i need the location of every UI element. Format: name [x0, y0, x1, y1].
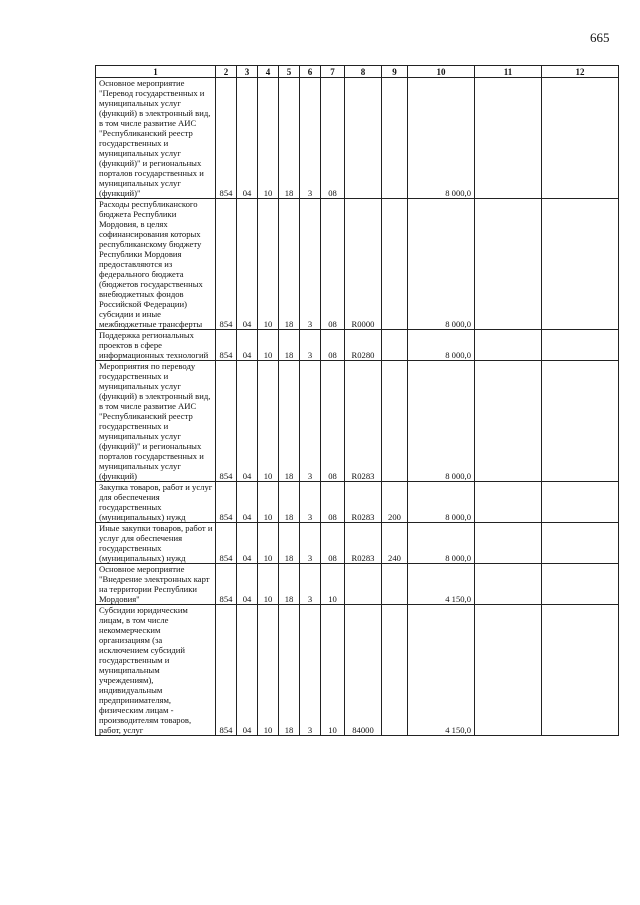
- cell-col-6: 3: [300, 564, 321, 605]
- cell-col-9: [382, 78, 408, 199]
- row-name: [96, 482, 216, 523]
- cell-col-6: 3: [300, 199, 321, 330]
- column-header: 6: [300, 66, 321, 78]
- cell-col-3: 04: [237, 361, 258, 482]
- cell-col-11: [475, 199, 542, 330]
- cell-col-5: 18: [279, 564, 300, 605]
- column-header: 11: [475, 66, 542, 78]
- cell-col-11: [475, 523, 542, 564]
- cell-col-7: 10: [321, 605, 345, 736]
- cell-col-6: 3: [300, 482, 321, 523]
- cell-col-3: 04: [237, 482, 258, 523]
- cell-col-10: 8 000,0: [408, 482, 475, 523]
- cell-col-6: 3: [300, 330, 321, 361]
- cell-col-9: [382, 605, 408, 736]
- cell-col-3: 04: [237, 330, 258, 361]
- column-header: 8: [345, 66, 382, 78]
- cell-col-12: [542, 564, 619, 605]
- cell-col-2: 854: [216, 78, 237, 199]
- cell-col-5: 18: [279, 78, 300, 199]
- budget-table: [95, 65, 619, 736]
- cell-col-6: 3: [300, 78, 321, 199]
- table-row: [96, 564, 619, 605]
- cell-col-9: [382, 361, 408, 482]
- cell-col-8: 84000: [345, 605, 382, 736]
- cell-col-5: 18: [279, 482, 300, 523]
- cell-col-12: [542, 199, 619, 330]
- cell-col-3: 04: [237, 199, 258, 330]
- cell-col-10: 8 000,0: [408, 523, 475, 564]
- cell-col-12: [542, 78, 619, 199]
- table-row: [96, 361, 619, 482]
- cell-col-4: 10: [258, 523, 279, 564]
- cell-col-2: 854: [216, 361, 237, 482]
- cell-col-7: 08: [321, 78, 345, 199]
- column-header: 9: [382, 66, 408, 78]
- table-row: [96, 78, 619, 199]
- cell-col-9: 200: [382, 482, 408, 523]
- cell-col-11: [475, 564, 542, 605]
- table-row: [96, 199, 619, 330]
- row-name: [96, 199, 216, 330]
- cell-col-8: R0283: [345, 482, 382, 523]
- row-name: [96, 78, 216, 199]
- cell-col-4: 10: [258, 482, 279, 523]
- cell-col-10: 4 150,0: [408, 605, 475, 736]
- cell-col-3: 04: [237, 78, 258, 199]
- row-name: [96, 564, 216, 605]
- cell-col-6: 3: [300, 523, 321, 564]
- cell-col-9: 240: [382, 523, 408, 564]
- column-header: 7: [321, 66, 345, 78]
- row-name: [96, 523, 216, 564]
- cell-col-3: 04: [237, 605, 258, 736]
- cell-col-7: 08: [321, 199, 345, 330]
- cell-col-10: 4 150,0: [408, 564, 475, 605]
- cell-col-3: 04: [237, 523, 258, 564]
- cell-col-2: 854: [216, 605, 237, 736]
- cell-col-5: 18: [279, 523, 300, 564]
- cell-col-5: 18: [279, 199, 300, 330]
- row-name-text: Расходы республиканского бюджета Республики Мордовия, в целях софинансирования которых республиканскому бюджету Республики Мордовия предоставляются из федерального бюджета (бюджетов государственных внебюджетных фондов Российской Федерации) субсидии и иные межбюджетные трансферты: [99, 199, 203, 329]
- column-header: 4: [258, 66, 279, 78]
- cell-col-8: R0283: [345, 523, 382, 564]
- table-row: [96, 482, 619, 523]
- cell-col-12: [542, 605, 619, 736]
- cell-col-8: R0280: [345, 330, 382, 361]
- cell-col-10: 8 000,0: [408, 78, 475, 199]
- table-row: [96, 605, 619, 736]
- cell-col-9: [382, 564, 408, 605]
- cell-col-3: 04: [237, 564, 258, 605]
- cell-col-9: [382, 199, 408, 330]
- row-name: [96, 361, 216, 482]
- cell-col-12: [542, 330, 619, 361]
- cell-col-4: 10: [258, 199, 279, 330]
- cell-col-11: [475, 78, 542, 199]
- column-header: 3: [237, 66, 258, 78]
- column-header: 1: [96, 66, 216, 78]
- table-row: [96, 523, 619, 564]
- column-header: 12: [542, 66, 619, 78]
- cell-col-7: 08: [321, 330, 345, 361]
- row-name: [96, 605, 216, 736]
- cell-col-8: R0000: [345, 199, 382, 330]
- cell-col-11: [475, 361, 542, 482]
- cell-col-7: 08: [321, 361, 345, 482]
- cell-col-10: 8 000,0: [408, 330, 475, 361]
- cell-col-4: 10: [258, 361, 279, 482]
- cell-col-8: R0283: [345, 361, 382, 482]
- cell-col-11: [475, 605, 542, 736]
- cell-col-5: 18: [279, 330, 300, 361]
- cell-col-4: 10: [258, 605, 279, 736]
- cell-col-11: [475, 482, 542, 523]
- row-name-text: Поддержка региональных проектов в сфере информационных технологий: [99, 330, 209, 360]
- cell-col-7: 10: [321, 564, 345, 605]
- cell-col-6: 3: [300, 605, 321, 736]
- cell-col-4: 10: [258, 330, 279, 361]
- cell-col-7: 08: [321, 523, 345, 564]
- cell-col-10: 8 000,0: [408, 361, 475, 482]
- row-name-text: Мероприятия по переводу государственных и муниципальных услуг (функций) в электронный вид, в том числе развитие АИС "Республиканский реестр государственных и муниципальных услуг (функций)" и региональных порталов государственных и муниципальных услуг (функций): [99, 361, 211, 481]
- cell-col-9: [382, 330, 408, 361]
- table-header-row: [96, 66, 619, 78]
- cell-col-5: 18: [279, 361, 300, 482]
- cell-col-4: 10: [258, 78, 279, 199]
- cell-col-2: 854: [216, 564, 237, 605]
- page-number: 665: [590, 30, 610, 45]
- cell-col-11: [475, 330, 542, 361]
- table-row: [96, 330, 619, 361]
- row-name-text: Иные закупки товаров, работ и услуг для обеспечения государственных (муниципальных) нужд: [99, 523, 213, 563]
- cell-col-6: 3: [300, 361, 321, 482]
- cell-col-12: [542, 482, 619, 523]
- cell-col-8: [345, 564, 382, 605]
- cell-col-2: 854: [216, 199, 237, 330]
- column-header: 10: [408, 66, 475, 78]
- cell-col-2: 854: [216, 330, 237, 361]
- row-name-text: Субсидии юридическим лицам, в том числе некоммерческим организациям (за исключением субсидий государственным и муниципальным учреждениям), индивидуальным предпринимателям, физическим лицам - производителям товаров, работ, услуг: [99, 605, 192, 735]
- cell-col-10: 8 000,0: [408, 199, 475, 330]
- cell-col-12: [542, 523, 619, 564]
- cell-col-5: 18: [279, 605, 300, 736]
- column-header: 5: [279, 66, 300, 78]
- row-name: [96, 330, 216, 361]
- column-header: 2: [216, 66, 237, 78]
- cell-col-4: 10: [258, 564, 279, 605]
- cell-col-2: 854: [216, 482, 237, 523]
- cell-col-7: 08: [321, 482, 345, 523]
- cell-col-12: [542, 361, 619, 482]
- cell-col-2: 854: [216, 523, 237, 564]
- cell-col-8: [345, 78, 382, 199]
- row-name-text: Основное мероприятие "Перевод государственных и муниципальных услуг (функций) в электронный вид, в том числе развитие АИС "Республиканский реестр государственных и муниципальных услуг (функций)" и региональных порталов государственных и муниципальных услуг (функций)": [99, 78, 211, 198]
- row-name-text: Закупка товаров, работ и услуг для обеспечения государственных (муниципальных) нужд: [99, 482, 213, 522]
- row-name-text: Основное мероприятие "Внедрение электронных карт на территории Республики Мордовия": [99, 564, 210, 604]
